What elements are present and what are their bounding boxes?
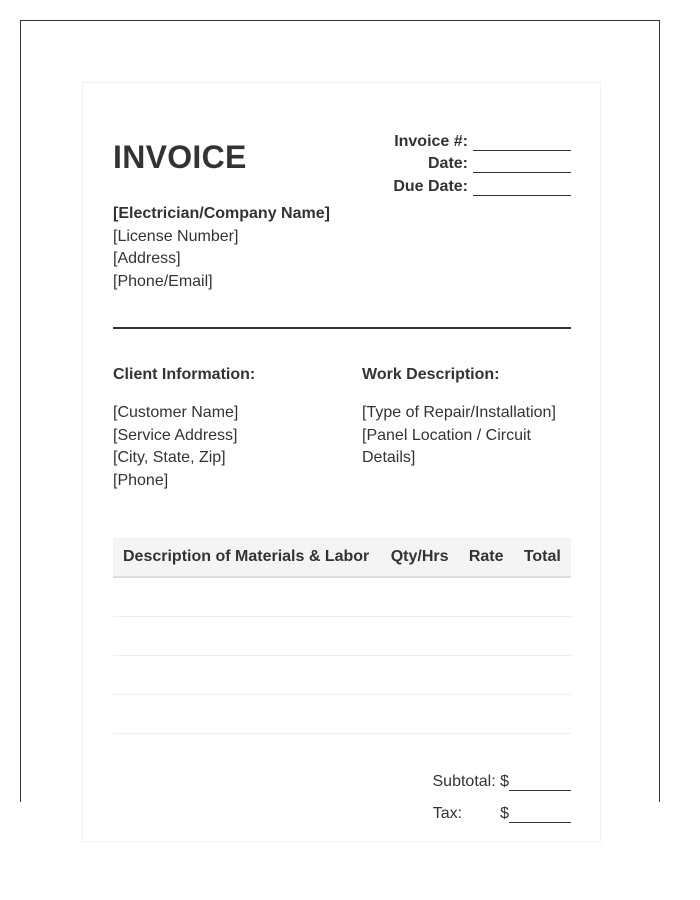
tax-row	[433, 791, 572, 823]
invoice-date-blank[interactable]	[473, 155, 571, 173]
work-location: [Panel Location / Circuit Details]	[362, 426, 531, 466]
cell-description[interactable]	[113, 695, 381, 734]
header-qty-hrs: Qty/Hrs	[381, 538, 459, 577]
table-row	[113, 656, 571, 695]
cell-qty[interactable]	[381, 695, 459, 734]
invoice-due-date-label: Due Date:	[393, 177, 468, 195]
cell-rate[interactable]	[459, 656, 514, 695]
cell-description[interactable]	[113, 656, 381, 695]
client-phone: [Phone]	[113, 471, 169, 489]
invoice-number-label: Invoice #:	[394, 132, 468, 150]
cell-rate[interactable]	[459, 617, 514, 656]
document-frame	[20, 20, 660, 822]
invoice-date-row	[371, 151, 571, 174]
work-description-block	[362, 364, 571, 470]
invoice-page	[82, 82, 601, 842]
cell-total[interactable]	[514, 617, 571, 656]
client-city-state-zip: [City, State, Zip]	[113, 449, 226, 466]
cell-rate[interactable]	[459, 695, 514, 734]
company-contact: [Phone/Email]	[113, 272, 213, 290]
subtotal-blank[interactable]	[509, 773, 571, 791]
table-row	[113, 577, 571, 617]
tax-currency: $	[500, 805, 509, 822]
line-items-table	[113, 538, 571, 734]
invoice-meta	[371, 128, 571, 196]
cell-qty[interactable]	[381, 617, 459, 656]
cell-qty[interactable]	[381, 656, 459, 695]
table-row	[113, 695, 571, 734]
cell-total[interactable]	[514, 656, 571, 695]
client-info-heading: Client Information:	[113, 366, 256, 383]
invoice-number-blank[interactable]	[473, 133, 571, 151]
cell-description[interactable]	[113, 617, 381, 656]
header-rate: Rate	[459, 538, 514, 577]
table-header-row	[113, 538, 571, 577]
invoice-date-label: Date:	[427, 155, 468, 172]
company-name: [Electrician/Company Name]	[113, 205, 330, 222]
header-total: Total	[514, 538, 571, 577]
client-name: [Customer Name]	[113, 404, 239, 421]
company-block	[113, 203, 330, 293]
company-address: [Address]	[113, 250, 181, 267]
subtotal-row	[433, 759, 572, 791]
cell-total[interactable]	[514, 577, 571, 617]
client-service-address: [Service Address]	[113, 426, 238, 444]
subtotal-label: Subtotal: $	[432, 773, 509, 790]
invoice-title: INVOICE	[113, 139, 247, 175]
company-license: [License Number]	[113, 227, 239, 245]
tax-blank[interactable]	[509, 805, 571, 823]
client-info-block	[113, 364, 333, 492]
cell-rate[interactable]	[459, 577, 514, 617]
totals-block	[433, 759, 572, 823]
cell-total[interactable]	[514, 695, 571, 734]
invoice-number-row	[371, 128, 571, 151]
cell-description[interactable]	[113, 577, 381, 617]
invoice-due-date-row	[371, 173, 571, 196]
tax-label: Tax:	[432, 805, 463, 822]
header-description: Description of Materials & Labor	[113, 538, 381, 577]
cell-qty[interactable]	[381, 577, 459, 617]
invoice-due-date-blank[interactable]	[473, 178, 571, 196]
table-row	[113, 617, 571, 656]
work-type: [Type of Repair/Installation]	[362, 404, 556, 421]
header-divider	[113, 327, 571, 329]
work-description-heading: Work Description:	[362, 366, 500, 383]
